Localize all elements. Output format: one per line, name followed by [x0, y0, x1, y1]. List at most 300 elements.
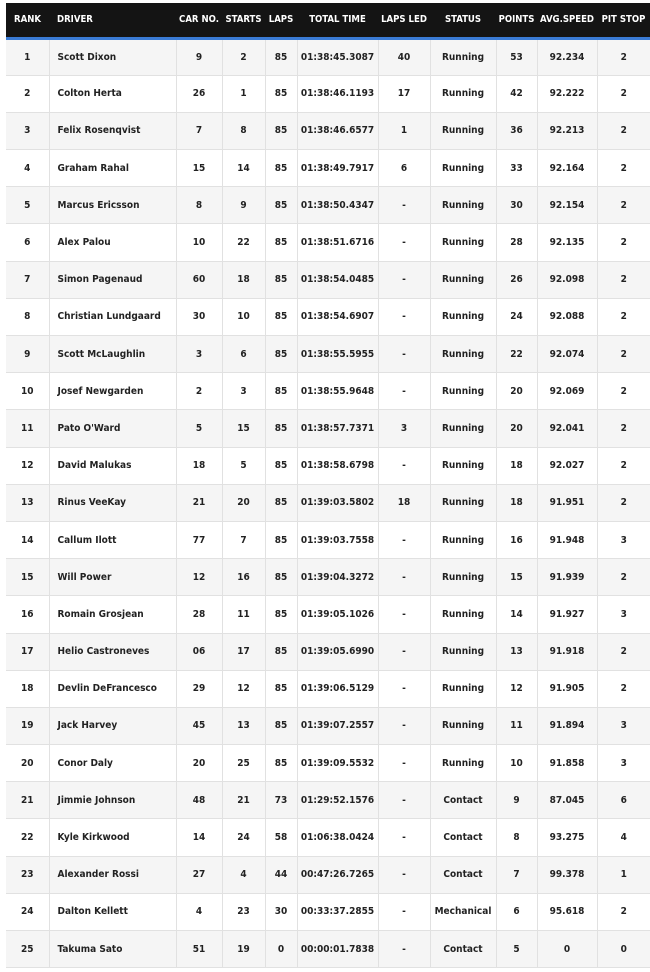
points-cell: 18 [496, 484, 537, 521]
rank-cell: 23 [6, 856, 49, 893]
rank-cell: 11 [6, 410, 49, 447]
laps-led-cell: 3 [378, 410, 430, 447]
total-time-cell: 01:39:04.3272 [297, 559, 378, 596]
table-row [6, 150, 650, 187]
starts-cell: 14 [222, 150, 265, 187]
starts-cell: 16 [222, 559, 265, 596]
rank-cell: 22 [6, 819, 49, 856]
pit-stop-cell: 1 [597, 856, 650, 893]
avg-speed-cell: 91.948 [537, 521, 597, 558]
pit-stop-cell: 2 [597, 38, 650, 75]
car-no-cell: 20 [176, 745, 222, 782]
pit-stop-cell: 3 [597, 596, 650, 633]
table-row [6, 670, 650, 707]
laps-cell: 85 [265, 75, 297, 112]
header-points[interactable]: POINTS [496, 3, 537, 38]
laps-led-cell: - [378, 559, 430, 596]
car-no-cell: 28 [176, 596, 222, 633]
laps-cell: 85 [265, 596, 297, 633]
laps-cell: 85 [265, 187, 297, 224]
table-row [6, 633, 650, 670]
starts-cell: 2 [222, 38, 265, 75]
car-no-cell: 3 [176, 336, 222, 373]
pit-stop-cell: 3 [597, 707, 650, 744]
header-laps-led[interactable]: LAPS LED [378, 3, 430, 38]
avg-speed-cell: 92.213 [537, 112, 597, 149]
pit-stop-cell: 2 [597, 187, 650, 224]
pit-stop-cell: 2 [597, 559, 650, 596]
table-row [6, 484, 650, 521]
points-cell: 6 [496, 893, 537, 930]
driver-cell: Kyle Kirkwood [49, 819, 176, 856]
points-cell: 28 [496, 224, 537, 261]
starts-cell: 20 [222, 484, 265, 521]
pit-stop-cell: 3 [597, 745, 650, 782]
total-time-cell: 01:38:51.6716 [297, 224, 378, 261]
car-no-cell: 8 [176, 187, 222, 224]
laps-cell: 85 [265, 521, 297, 558]
car-no-cell: 21 [176, 484, 222, 521]
points-cell: 8 [496, 819, 537, 856]
laps-cell: 85 [265, 447, 297, 484]
status-cell: Running [430, 521, 496, 558]
driver-cell: Scott Dixon [49, 38, 176, 75]
total-time-cell: 01:38:58.6798 [297, 447, 378, 484]
total-time-cell: 01:38:46.6577 [297, 112, 378, 149]
avg-speed-cell: 92.027 [537, 447, 597, 484]
pit-stop-cell: 2 [597, 150, 650, 187]
car-no-cell: 9 [176, 38, 222, 75]
laps-cell: 30 [265, 893, 297, 930]
laps-cell: 85 [265, 559, 297, 596]
laps-cell: 85 [265, 298, 297, 335]
total-time-cell: 01:38:54.6907 [297, 298, 378, 335]
points-cell: 22 [496, 336, 537, 373]
status-cell: Mechanical [430, 893, 496, 930]
starts-cell: 21 [222, 782, 265, 819]
starts-cell: 11 [222, 596, 265, 633]
header-driver[interactable]: DRIVER [49, 3, 176, 38]
points-cell: 20 [496, 373, 537, 410]
starts-cell: 18 [222, 261, 265, 298]
avg-speed-cell: 0 [537, 931, 597, 968]
rank-cell: 19 [6, 707, 49, 744]
status-cell: Running [430, 484, 496, 521]
points-cell: 7 [496, 856, 537, 893]
driver-cell: Christian Lundgaard [49, 298, 176, 335]
avg-speed-cell: 92.098 [537, 261, 597, 298]
starts-cell: 23 [222, 893, 265, 930]
total-time-cell: 00:33:37.2855 [297, 893, 378, 930]
car-no-cell: 60 [176, 261, 222, 298]
starts-cell: 13 [222, 707, 265, 744]
rank-cell: 10 [6, 373, 49, 410]
rank-cell: 16 [6, 596, 49, 633]
driver-cell: Helio Castroneves [49, 633, 176, 670]
status-cell: Running [430, 559, 496, 596]
driver-cell: Takuma Sato [49, 931, 176, 968]
table-row [6, 596, 650, 633]
starts-cell: 12 [222, 670, 265, 707]
table-row [6, 819, 650, 856]
laps-led-cell: - [378, 596, 430, 633]
total-time-cell: 01:39:09.5532 [297, 745, 378, 782]
driver-cell: Pato O'Ward [49, 410, 176, 447]
driver-cell: Colton Herta [49, 75, 176, 112]
starts-cell: 15 [222, 410, 265, 447]
car-no-cell: 2 [176, 373, 222, 410]
total-time-cell: 01:38:49.7917 [297, 150, 378, 187]
starts-cell: 25 [222, 745, 265, 782]
car-no-cell: 45 [176, 707, 222, 744]
rank-cell: 15 [6, 559, 49, 596]
total-time-cell: 01:38:54.0485 [297, 261, 378, 298]
laps-led-cell: - [378, 856, 430, 893]
laps-led-cell: - [378, 298, 430, 335]
status-cell: Running [430, 373, 496, 410]
pit-stop-cell: 6 [597, 782, 650, 819]
car-no-cell: 77 [176, 521, 222, 558]
driver-cell: Romain Grosjean [49, 596, 176, 633]
table-row [6, 856, 650, 893]
table-row [6, 410, 650, 447]
header-avg-speed[interactable]: AVG.SPEED [537, 3, 597, 38]
points-cell: 33 [496, 150, 537, 187]
laps-cell: 85 [265, 707, 297, 744]
driver-cell: Dalton Kellett [49, 893, 176, 930]
points-cell: 15 [496, 559, 537, 596]
total-time-cell: 01:38:55.9648 [297, 373, 378, 410]
pit-stop-cell: 3 [597, 521, 650, 558]
points-cell: 13 [496, 633, 537, 670]
car-no-cell: 26 [176, 75, 222, 112]
car-no-cell: 27 [176, 856, 222, 893]
laps-cell: 85 [265, 336, 297, 373]
header-laps[interactable]: LAPS [265, 3, 297, 38]
rank-cell: 8 [6, 298, 49, 335]
status-cell: Running [430, 336, 496, 373]
status-cell: Running [430, 75, 496, 112]
laps-led-cell: 18 [378, 484, 430, 521]
laps-led-cell: - [378, 670, 430, 707]
table-row [6, 782, 650, 819]
laps-cell: 73 [265, 782, 297, 819]
avg-speed-cell: 93.275 [537, 819, 597, 856]
car-no-cell: 15 [176, 150, 222, 187]
status-cell: Running [430, 112, 496, 149]
driver-cell: Conor Daly [49, 745, 176, 782]
laps-cell: 85 [265, 224, 297, 261]
status-cell: Contact [430, 931, 496, 968]
laps-led-cell: - [378, 745, 430, 782]
laps-cell: 44 [265, 856, 297, 893]
status-cell: Contact [430, 819, 496, 856]
points-cell: 42 [496, 75, 537, 112]
header-car-no[interactable]: CAR NO. [176, 3, 222, 38]
avg-speed-cell: 92.074 [537, 336, 597, 373]
laps-cell: 0 [265, 931, 297, 968]
driver-cell: Josef Newgarden [49, 373, 176, 410]
car-no-cell: 5 [176, 410, 222, 447]
laps-led-cell: - [378, 261, 430, 298]
avg-speed-cell: 92.164 [537, 150, 597, 187]
driver-cell: Jack Harvey [49, 707, 176, 744]
laps-cell: 85 [265, 373, 297, 410]
car-no-cell: 10 [176, 224, 222, 261]
avg-speed-cell: 91.939 [537, 559, 597, 596]
pit-stop-cell: 2 [597, 447, 650, 484]
car-no-cell: 7 [176, 112, 222, 149]
header-pit-stop[interactable]: PIT STOP [597, 3, 650, 38]
status-cell: Running [430, 224, 496, 261]
starts-cell: 5 [222, 447, 265, 484]
laps-led-cell: - [378, 633, 430, 670]
laps-led-cell: - [378, 782, 430, 819]
car-no-cell: 29 [176, 670, 222, 707]
table-row [6, 893, 650, 930]
driver-cell: Alexander Rossi [49, 856, 176, 893]
starts-cell: 3 [222, 373, 265, 410]
total-time-cell: 01:29:52.1576 [297, 782, 378, 819]
driver-cell: Jimmie Johnson [49, 782, 176, 819]
car-no-cell: 12 [176, 559, 222, 596]
pit-stop-cell: 2 [597, 373, 650, 410]
header-starts[interactable]: STARTS [222, 3, 265, 38]
table-row [6, 931, 650, 968]
avg-speed-cell: 99.378 [537, 856, 597, 893]
car-no-cell: 48 [176, 782, 222, 819]
laps-led-cell: - [378, 893, 430, 930]
rank-cell: 24 [6, 893, 49, 930]
header-status[interactable]: STATUS [430, 3, 496, 38]
status-cell: Running [430, 707, 496, 744]
total-time-cell: 01:38:46.1193 [297, 75, 378, 112]
car-no-cell: 06 [176, 633, 222, 670]
driver-cell: Rinus VeeKay [49, 484, 176, 521]
total-time-cell: 01:39:03.7558 [297, 521, 378, 558]
car-no-cell: 18 [176, 447, 222, 484]
avg-speed-cell: 92.222 [537, 75, 597, 112]
points-cell: 14 [496, 596, 537, 633]
avg-speed-cell: 91.927 [537, 596, 597, 633]
laps-led-cell: - [378, 187, 430, 224]
table-row [6, 336, 650, 373]
points-cell: 5 [496, 931, 537, 968]
car-no-cell: 51 [176, 931, 222, 968]
pit-stop-cell: 2 [597, 670, 650, 707]
laps-cell: 85 [265, 150, 297, 187]
status-cell: Contact [430, 856, 496, 893]
starts-cell: 6 [222, 336, 265, 373]
laps-led-cell: - [378, 521, 430, 558]
table-row [6, 373, 650, 410]
avg-speed-cell: 92.069 [537, 373, 597, 410]
total-time-cell: 00:00:01.7838 [297, 931, 378, 968]
rank-cell: 18 [6, 670, 49, 707]
status-cell: Running [430, 596, 496, 633]
starts-cell: 19 [222, 931, 265, 968]
driver-cell: Will Power [49, 559, 176, 596]
table-row [6, 707, 650, 744]
pit-stop-cell: 2 [597, 298, 650, 335]
avg-speed-cell: 91.858 [537, 745, 597, 782]
table-row [6, 298, 650, 335]
race-results-table [6, 3, 650, 968]
total-time-cell: 01:39:03.5802 [297, 484, 378, 521]
rank-cell: 2 [6, 75, 49, 112]
points-cell: 20 [496, 410, 537, 447]
starts-cell: 9 [222, 187, 265, 224]
points-cell: 10 [496, 745, 537, 782]
laps-led-cell: - [378, 447, 430, 484]
starts-cell: 8 [222, 112, 265, 149]
table-row [6, 521, 650, 558]
driver-cell: David Malukas [49, 447, 176, 484]
avg-speed-cell: 92.041 [537, 410, 597, 447]
rank-cell: 9 [6, 336, 49, 373]
rank-cell: 21 [6, 782, 49, 819]
pit-stop-cell: 2 [597, 484, 650, 521]
avg-speed-cell: 91.894 [537, 707, 597, 744]
starts-cell: 22 [222, 224, 265, 261]
laps-cell: 85 [265, 410, 297, 447]
status-cell: Running [430, 670, 496, 707]
points-cell: 24 [496, 298, 537, 335]
status-cell: Running [430, 410, 496, 447]
driver-cell: Marcus Ericsson [49, 187, 176, 224]
points-cell: 53 [496, 38, 537, 75]
rank-cell: 20 [6, 745, 49, 782]
header-rank[interactable]: RANK [6, 3, 49, 38]
driver-cell: Graham Rahal [49, 150, 176, 187]
pit-stop-cell: 2 [597, 893, 650, 930]
laps-cell: 85 [265, 112, 297, 149]
table-row [6, 187, 650, 224]
table-row [6, 559, 650, 596]
laps-cell: 85 [265, 261, 297, 298]
starts-cell: 7 [222, 521, 265, 558]
points-cell: 16 [496, 521, 537, 558]
pit-stop-cell: 4 [597, 819, 650, 856]
pit-stop-cell: 2 [597, 633, 650, 670]
laps-led-cell: 40 [378, 38, 430, 75]
rank-cell: 17 [6, 633, 49, 670]
pit-stop-cell: 0 [597, 931, 650, 968]
total-time-cell: 01:39:05.6990 [297, 633, 378, 670]
rank-cell: 7 [6, 261, 49, 298]
pit-stop-cell: 2 [597, 224, 650, 261]
car-no-cell: 14 [176, 819, 222, 856]
laps-cell: 85 [265, 38, 297, 75]
points-cell: 12 [496, 670, 537, 707]
avg-speed-cell: 91.905 [537, 670, 597, 707]
table-row [6, 745, 650, 782]
table-row [6, 38, 650, 75]
total-time-cell: 01:38:45.3087 [297, 38, 378, 75]
starts-cell: 24 [222, 819, 265, 856]
status-cell: Contact [430, 782, 496, 819]
rank-cell: 6 [6, 224, 49, 261]
points-cell: 36 [496, 112, 537, 149]
driver-cell: Scott McLaughlin [49, 336, 176, 373]
table-row [6, 75, 650, 112]
car-no-cell: 4 [176, 893, 222, 930]
points-cell: 26 [496, 261, 537, 298]
laps-led-cell: - [378, 707, 430, 744]
starts-cell: 17 [222, 633, 265, 670]
total-time-cell: 01:39:07.2557 [297, 707, 378, 744]
rank-cell: 12 [6, 447, 49, 484]
avg-speed-cell: 91.918 [537, 633, 597, 670]
laps-led-cell: - [378, 224, 430, 261]
total-time-cell: 01:39:05.1026 [297, 596, 378, 633]
table-row [6, 447, 650, 484]
status-cell: Running [430, 261, 496, 298]
avg-speed-cell: 92.135 [537, 224, 597, 261]
total-time-cell: 01:38:50.4347 [297, 187, 378, 224]
total-time-cell: 01:38:55.5955 [297, 336, 378, 373]
laps-cell: 85 [265, 633, 297, 670]
table-row [6, 224, 650, 261]
status-cell: Running [430, 298, 496, 335]
pit-stop-cell: 2 [597, 336, 650, 373]
laps-cell: 85 [265, 745, 297, 782]
pit-stop-cell: 2 [597, 112, 650, 149]
laps-cell: 85 [265, 484, 297, 521]
driver-cell: Devlin DeFrancesco [49, 670, 176, 707]
status-cell: Running [430, 447, 496, 484]
car-no-cell: 30 [176, 298, 222, 335]
avg-speed-cell: 95.618 [537, 893, 597, 930]
status-cell: Running [430, 633, 496, 670]
status-cell: Running [430, 187, 496, 224]
laps-led-cell: 1 [378, 112, 430, 149]
rank-cell: 4 [6, 150, 49, 187]
avg-speed-cell: 92.154 [537, 187, 597, 224]
status-cell: Running [430, 150, 496, 187]
starts-cell: 4 [222, 856, 265, 893]
points-cell: 11 [496, 707, 537, 744]
points-cell: 9 [496, 782, 537, 819]
status-cell: Running [430, 745, 496, 782]
total-time-cell: 01:06:38.0424 [297, 819, 378, 856]
table-row [6, 112, 650, 149]
points-cell: 30 [496, 187, 537, 224]
avg-speed-cell: 92.234 [537, 38, 597, 75]
total-time-cell: 00:47:26.7265 [297, 856, 378, 893]
driver-cell: Callum Ilott [49, 521, 176, 558]
laps-cell: 58 [265, 819, 297, 856]
table-header-row [6, 3, 650, 38]
laps-led-cell: 17 [378, 75, 430, 112]
table-row [6, 261, 650, 298]
avg-speed-cell: 91.951 [537, 484, 597, 521]
driver-cell: Felix Rosenqvist [49, 112, 176, 149]
avg-speed-cell: 87.045 [537, 782, 597, 819]
points-cell: 18 [496, 447, 537, 484]
laps-led-cell: - [378, 819, 430, 856]
driver-cell: Alex Palou [49, 224, 176, 261]
starts-cell: 1 [222, 75, 265, 112]
table-body [6, 38, 650, 968]
laps-led-cell: - [378, 931, 430, 968]
pit-stop-cell: 2 [597, 410, 650, 447]
total-time-cell: 01:39:06.5129 [297, 670, 378, 707]
starts-cell: 10 [222, 298, 265, 335]
header-total-time[interactable]: TOTAL TIME [297, 3, 378, 38]
driver-cell: Simon Pagenaud [49, 261, 176, 298]
laps-led-cell: - [378, 373, 430, 410]
